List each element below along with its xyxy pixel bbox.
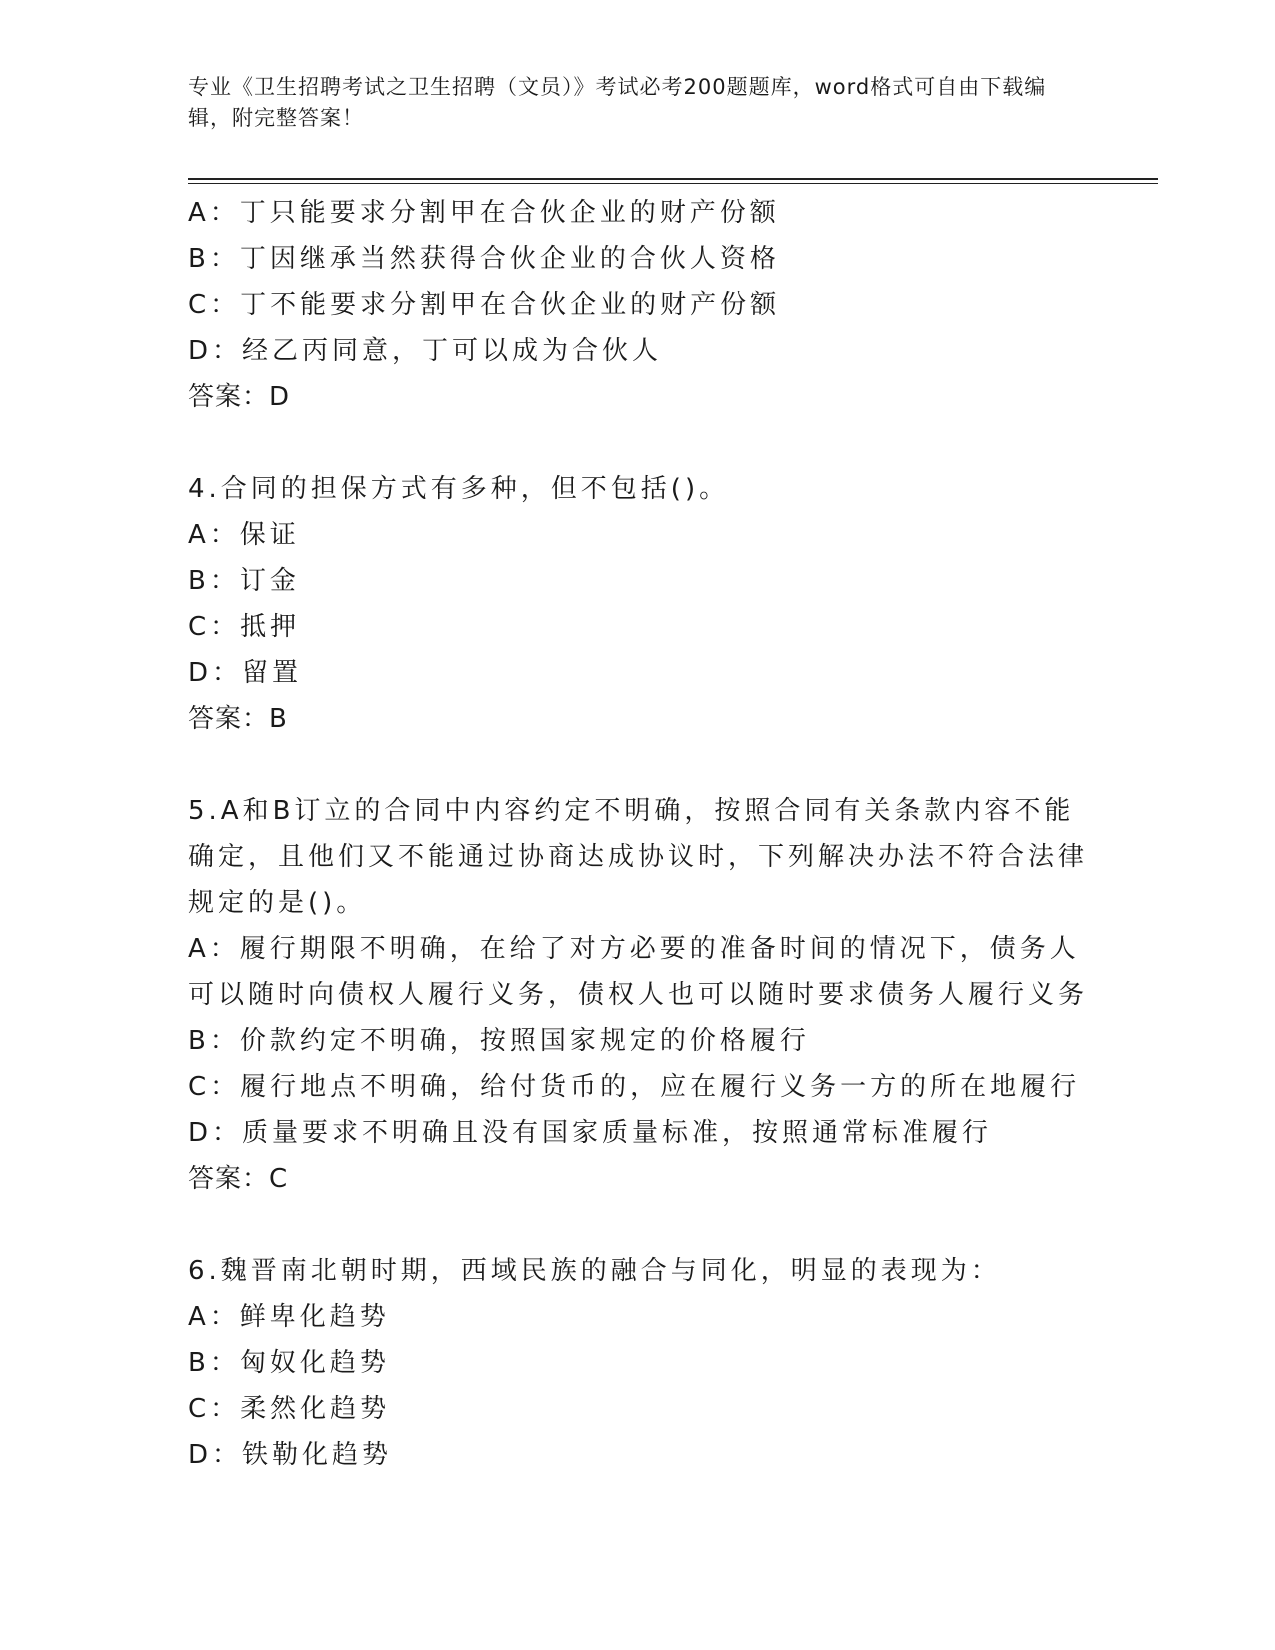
answer: 答案：C [188, 1164, 289, 1194]
question-3 [188, 190, 1088, 420]
option-a: A：保证 [188, 520, 300, 550]
option-c: C：丁不能要求分割甲在合伙企业的财产份额 [188, 290, 781, 320]
question-list [188, 190, 1088, 1478]
option-c: C：抵押 [188, 612, 301, 642]
question-stem: 6.魏晋南北朝时期，西域民族的融合与同化，明显的表现为： [188, 1256, 1001, 1286]
option-d: D：质量要求不明确且没有国家质量标准，按照通常标准履行 [188, 1118, 993, 1148]
spacer [188, 742, 1088, 788]
option-d: D：留置 [188, 658, 303, 688]
spacer [188, 1202, 1088, 1248]
question-5 [188, 788, 1088, 1202]
question-stem: 5.A和B订立的合同中内容约定不明确，按照合同有关条款内容不能确定，且他们又不能通过协商达成协议时，下列解决办法不符合法律规定的是()。 [188, 796, 1089, 918]
spacer [188, 420, 1088, 466]
question-4 [188, 466, 1088, 742]
option-b: B：价款约定不明确，按照国家规定的价格履行 [188, 1026, 810, 1056]
option-a: A：履行期限不明确，在给了对方必要的准备时间的情况下，债务人可以随时向债权人履行义务，债权人也可以随时要求债务人履行义务 [188, 934, 1089, 1010]
option-c: C：履行地点不明确，给付货币的，应在履行义务一方的所在地履行 [188, 1072, 1081, 1102]
option-a: A：鲜卑化趋势 [188, 1302, 390, 1332]
question-stem: 4.合同的担保方式有多种，但不包括()。 [188, 474, 730, 504]
option-b: B：订金 [188, 566, 300, 596]
option-b: B：匈奴化趋势 [188, 1348, 390, 1378]
document-header: 专业《卫生招聘考试之卫生招聘（文员）》考试必考200题题库，word格式可自由下载编辑，附完整答案！ [188, 75, 1047, 130]
answer: 答案：D [188, 382, 291, 412]
option-b: B：丁因继承当然获得合伙企业的合伙人资格 [188, 244, 780, 274]
option-a: A：丁只能要求分割甲在合伙企业的财产份额 [188, 198, 780, 228]
option-c: C：柔然化趋势 [188, 1394, 391, 1424]
header-divider-thick [188, 178, 1158, 180]
header-divider-thin [188, 183, 1158, 184]
answer: 答案：B [188, 704, 288, 734]
option-d: D：经乙丙同意，丁可以成为合伙人 [188, 336, 663, 366]
option-d: D：铁勒化趋势 [188, 1440, 393, 1470]
question-6 [188, 1248, 1088, 1478]
